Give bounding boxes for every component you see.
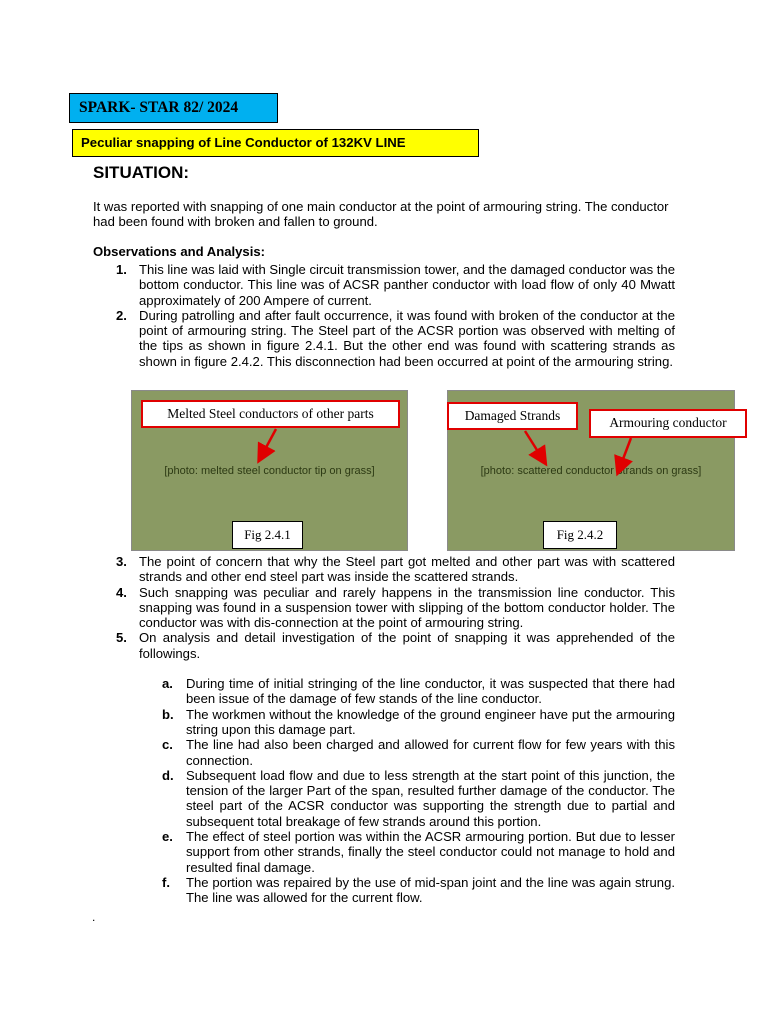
photo-placeholder: [photo: scattered conductor strands on grass]	[480, 464, 702, 477]
item-number: 2.	[116, 307, 127, 323]
spark-title: SPARK- STAR 82/ 2024	[79, 99, 239, 116]
list-item	[0, 585, 675, 631]
situation-text: It was reported with snapping of one main conductor at the point of armouring string. The conductor had been found with broken and fallen to ground.	[93, 199, 669, 230]
item-number: 4.	[116, 584, 127, 600]
sub-item-letter: f.	[162, 874, 170, 890]
item-text: This line was laid with Single circuit transmission tower, and the damaged conductor was the bottom conductor. This line was of ACSR panther conductor with load flow of only 40 Mwatt approximately of 200 Ampere of current.	[139, 262, 675, 308]
callout-label: Armouring conductor	[609, 415, 727, 430]
sub-item-text: The portion was repaired by the use of mid-span joint and the line was again strung. The line was allowed for the current flow.	[186, 874, 675, 906]
sub-item-text: The effect of steel portion was within the ACSR armouring portion. But due to lesser support from other strands, finally the steel conductor could not manage to hold and resulted final damage.	[186, 829, 675, 875]
observations-list-bottom	[0, 554, 768, 906]
observations-heading: Observations and Analysis:	[93, 244, 265, 259]
photo-placeholder: [photo: melted steel conductor tip on grass]	[164, 464, 375, 477]
sub-list-item	[0, 676, 675, 707]
sub-item-text: The line had also been charged and allowed for current flow for few years with this connection.	[186, 737, 675, 768]
sub-list-item	[0, 875, 675, 906]
item-text: Such snapping was peculiar and rarely happens in the transmission line conductor. This snapping was found in a suspension tower with slipping of the bottom conductor holder. The conductor was with dis-connection at the point of armouring string.	[139, 584, 675, 631]
sub-list-item	[0, 768, 675, 829]
callout-label: Damaged Strands	[464, 408, 561, 423]
item-number: 3.	[116, 554, 127, 569]
sub-item-text: Subsequent load flow and due to less strength at the start point of this junction, the tension of the larger Part of the span, resulted further damage of the conductor. The steel part of the ACSR conductor was supporting the strength due to partial and subsequent total breakage of few strands around this portion.	[186, 767, 675, 829]
sub-item-letter: c.	[162, 737, 173, 753]
callout-label: Melted Steel conductors of other parts	[167, 406, 374, 421]
sub-item-letter: d.	[162, 767, 174, 783]
sub-list-item	[0, 829, 675, 875]
item-text: On analysis and detail investigation of the point of snapping it was apprehended of the followings.	[139, 630, 675, 661]
item-number: 5.	[116, 630, 127, 646]
situation-heading: SITUATION:	[93, 163, 190, 182]
list-item	[0, 630, 675, 661]
arrow-damaged-strands	[525, 431, 542, 458]
sub-item-letter: a.	[162, 676, 173, 692]
sub-item-letter: e.	[162, 829, 173, 845]
figure-label-text: Fig 2.4.1	[244, 527, 291, 542]
list-item	[0, 554, 675, 585]
arrow-armouring	[620, 438, 631, 467]
sub-list-item	[0, 737, 675, 768]
sub-item-text: During time of initial stringing of the line conductor, it was suspected that there had been issue of the damage of few stands of the line conductor.	[186, 676, 675, 707]
subject-title: Peculiar snapping of Line Conductor of 132KV LINE	[81, 135, 406, 150]
figure-label-text: Fig 2.4.2	[556, 527, 604, 542]
arrow-melted-steel	[262, 429, 276, 455]
sub-list-item	[0, 707, 675, 738]
item-text: During patrolling and after fault occurrence, it was found with broken of the conductor at the point of armouring string. The Steel part of the ACSR portion was observed with melting of the tips as shown in figure 2.4.1. But the other end was found with scattering strands as shown in figure 2.4.2. This disconnection had been occurred at point of the armouring string.	[139, 307, 675, 369]
trailing-mark: .	[92, 910, 96, 924]
item-text: The point of concern that why the Steel part got melted and other part was with scattered strands and other end steel part was inside the scattered strands.	[139, 554, 675, 585]
item-number: 1.	[116, 262, 127, 277]
sub-item-text: The workmen without the knowledge of the ground engineer have put the armouring string upon this damage part.	[186, 706, 675, 737]
sub-item-letter: b.	[162, 706, 174, 722]
